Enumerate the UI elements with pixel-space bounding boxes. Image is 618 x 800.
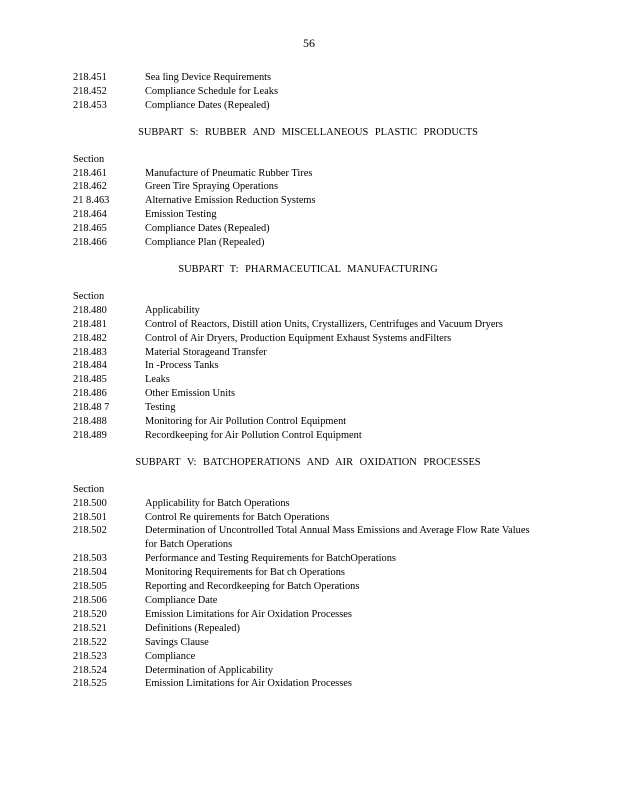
section-title: Monitoring Requirements for Bat ch Operations — [145, 567, 345, 579]
section-number: 218.520 — [73, 608, 107, 620]
section-number: 218.502 — [73, 525, 107, 537]
section-title: Determination of Uncontrolled Total Annual Mass Emissions and Average Flow Rate Values for Batch Operations — [145, 525, 530, 551]
section-number: 218.488 — [73, 416, 107, 428]
section-number: 21 8.463 — [73, 195, 110, 207]
section-number: 218.465 — [73, 223, 107, 235]
toc-entry — [73, 373, 543, 387]
section-number: 218.453 — [73, 99, 107, 111]
toc-entry — [73, 552, 543, 566]
section-title: Alternative Emission Reduction Systems — [145, 195, 316, 207]
toc-entry — [73, 636, 543, 650]
section-title: Compliance — [145, 650, 196, 662]
section-label: Section — [73, 290, 105, 302]
toc-entry — [73, 580, 543, 594]
toc-entry — [73, 622, 543, 636]
toc-entry — [73, 664, 543, 678]
section-title: Sea ling Device Requirements — [145, 72, 272, 83]
section-title: Leaks — [145, 374, 170, 386]
section-title: Other Emission Units — [145, 388, 236, 400]
section-title: Compliance Date — [145, 595, 218, 606]
toc-entry — [73, 318, 543, 332]
section-title: Determination of Applicability — [145, 664, 274, 676]
toc-entry — [73, 497, 543, 511]
section-title: Manufacture of Pneumatic Rubber Tires — [145, 167, 313, 179]
section-title: Control of Air Dryers, Production Equipment Exhaust Systems andFilters — [145, 332, 452, 344]
section-title: Material Storageand Transfer — [145, 346, 267, 358]
toc-group — [73, 71, 543, 113]
section-title: Compliance Dates (Repealed) — [145, 99, 270, 111]
section-title: Control of Reactors, Distill ation Units, Crystallizers, Centrifuges and Vacuum Dryers — [145, 318, 503, 330]
subpart-heading: SUBPART V: BATCHOPERATIONS AND AIR OXIDATION PROCESSES — [135, 456, 481, 468]
section-number: 218.523 — [73, 650, 107, 662]
section-number: 218.501 — [73, 511, 107, 523]
section-number: 218.462 — [73, 181, 107, 193]
section-title: Applicability for Batch Operations — [145, 497, 290, 509]
section-number: 218.486 — [73, 388, 107, 400]
section-number: 218.466 — [73, 237, 107, 249]
section-number: 218.505 — [73, 581, 107, 593]
section-number: 218.521 — [73, 622, 107, 634]
toc-entry — [73, 71, 543, 85]
section-number: 218.489 — [73, 429, 107, 441]
section-number: 218.464 — [73, 209, 107, 221]
section-label: Section — [73, 153, 105, 165]
section-title: Definitions (Repealed) — [145, 622, 240, 634]
section-title: Compliance Plan (Repealed) — [145, 237, 265, 249]
section-label: Section — [73, 483, 105, 495]
toc-entry — [73, 236, 543, 250]
section-title: Reporting and Recordkeeping for Batch Operations — [145, 581, 360, 593]
toc-entry — [73, 180, 543, 194]
toc-entry — [73, 304, 543, 318]
subpart-heading: SUBPART T: PHARMACEUTICAL MANUFACTURING — [178, 263, 438, 275]
toc-entry — [73, 359, 543, 373]
toc-entry — [73, 415, 543, 429]
section-number: 218.48 7 — [73, 402, 110, 414]
section-number: 218.522 — [73, 636, 107, 648]
section-number: 218.452 — [73, 85, 107, 97]
section-title: Monitoring for Air Pollution Control Equipment — [145, 416, 347, 428]
section-number: 218.461 — [73, 167, 107, 179]
section-title: Recordkeeping for Air Pollution Control Equipment — [145, 429, 362, 441]
section-title: Green Tire Spraying Operations — [145, 181, 279, 193]
toc-entry — [73, 429, 543, 443]
section-number: 218.524 — [73, 664, 107, 676]
toc-entry — [73, 194, 543, 208]
section-number: 218.504 — [73, 567, 107, 579]
toc-entry — [73, 222, 543, 236]
section-number: 218.506 — [73, 595, 107, 606]
section-number: 218.481 — [73, 318, 107, 330]
toc-entry — [73, 650, 543, 664]
section-title: Savings Clause — [145, 636, 209, 648]
toc-entry — [73, 594, 543, 608]
toc-entry — [73, 608, 543, 622]
section-title: Performance and Testing Requirements for BatchOperations — [145, 553, 396, 565]
section-number: 218.484 — [73, 360, 107, 372]
toc-entry — [73, 167, 543, 181]
section-number: 218.483 — [73, 346, 107, 358]
toc-group — [73, 113, 543, 250]
section-title: Control Re quirements for Batch Operations — [145, 511, 330, 523]
toc-entry — [73, 332, 543, 346]
toc-entry — [73, 511, 543, 525]
toc-entry — [73, 566, 543, 580]
section-title: Compliance Dates (Repealed) — [145, 223, 270, 235]
toc-group — [73, 250, 543, 443]
section-number: 218.500 — [73, 497, 107, 509]
section-title: In -Process Tanks — [145, 360, 219, 372]
toc-entry — [73, 387, 543, 401]
section-number: 218.480 — [73, 304, 107, 316]
section-title: Applicability — [145, 304, 200, 316]
section-title: Compliance Schedule for Leaks — [145, 85, 279, 97]
table-of-contents — [73, 71, 543, 691]
section-title: Testing — [145, 402, 176, 414]
subpart-heading: SUBPART S: RUBBER AND MISCELLANEOUS PLASTIC PRODUCTS — [138, 126, 478, 138]
toc-entry — [73, 401, 543, 415]
section-number: 218.503 — [73, 553, 107, 565]
section-title: Emission Limitations for Air Oxidation Processes — [145, 678, 352, 690]
toc-entry — [73, 524, 543, 552]
page-number: 56 — [303, 36, 315, 50]
section-number: 218.525 — [73, 678, 107, 690]
section-title: Emission Limitations for Air Oxidation Processes — [145, 608, 352, 620]
toc-entry — [73, 346, 543, 360]
section-number: 218.485 — [73, 374, 107, 386]
toc-entry — [73, 85, 543, 99]
section-title: Emission Testing — [145, 209, 217, 221]
toc-entry — [73, 208, 543, 222]
toc-group — [73, 443, 543, 692]
toc-entry — [73, 99, 543, 113]
section-number: 218.451 — [73, 72, 107, 83]
toc-entry — [73, 677, 543, 691]
section-number: 218.482 — [73, 332, 107, 344]
